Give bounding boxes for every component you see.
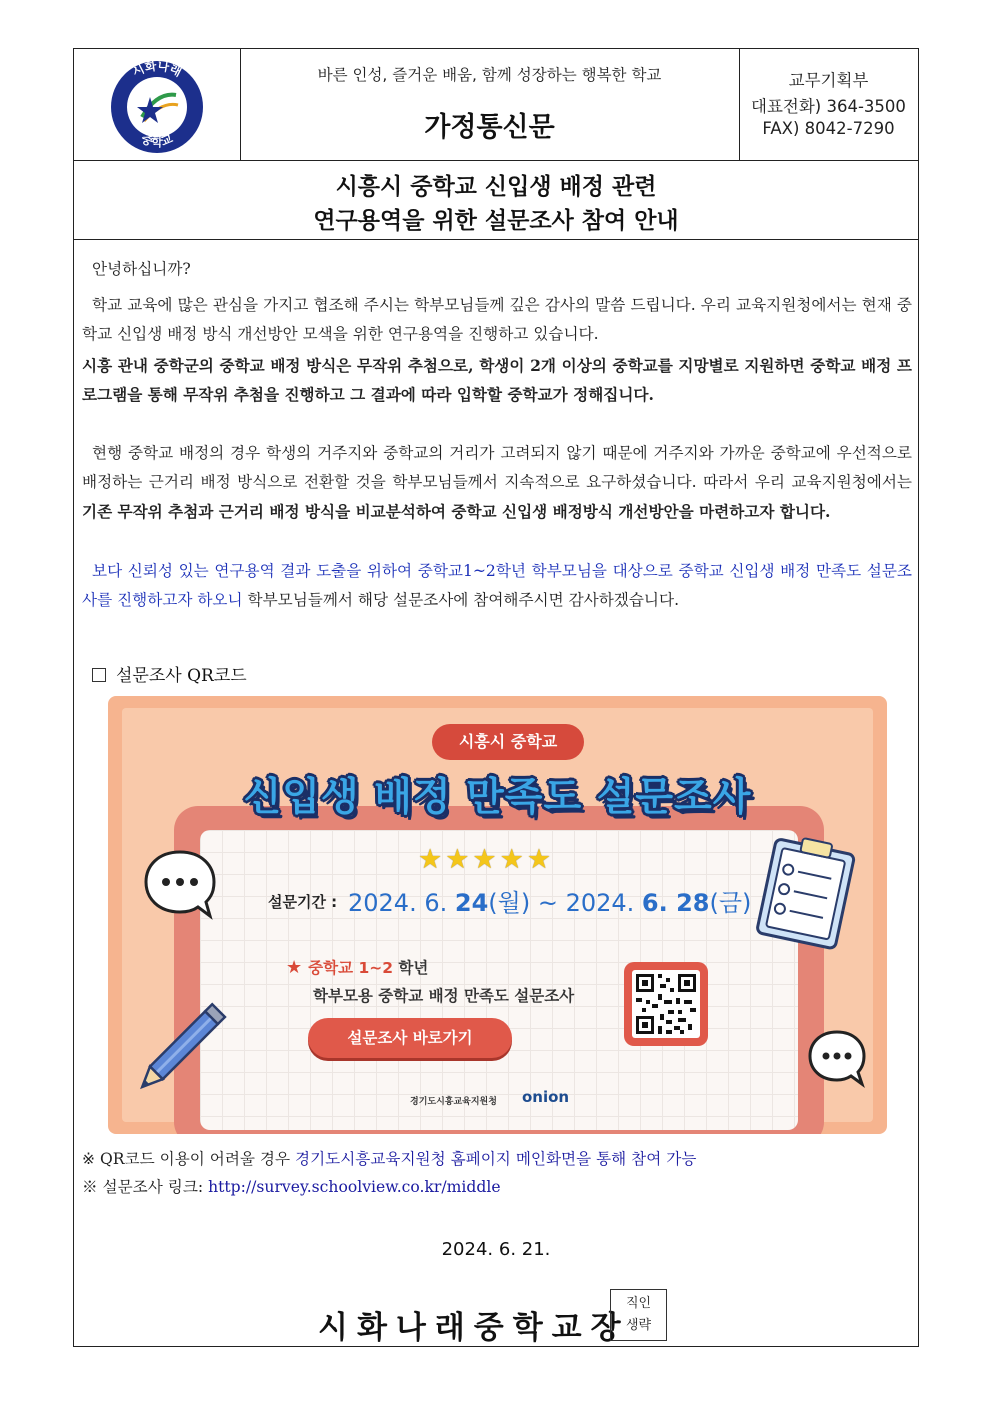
period-start-prefix: 2024. 6. <box>348 889 455 917</box>
paragraph-4-text: 학부모님들께서 해당 설문조사에 참여해주시면 감사하겠습니다. <box>242 591 680 609</box>
period-end-day: 6. 28 <box>641 889 710 917</box>
newsletter-frame <box>73 48 919 1347</box>
survey-banner[interactable] <box>108 696 887 1134</box>
seal-line-2: 생략 <box>625 1318 652 1333</box>
qr-code-icon[interactable] <box>632 970 700 1038</box>
qr-code-frame[interactable] <box>624 962 708 1046</box>
issue-date: 2024. 6. 21. <box>441 1239 551 1260</box>
principal-signature: 시화나래중학교장 <box>318 1310 630 1346</box>
survey-period <box>348 883 751 918</box>
department: 교무기획부 <box>788 71 869 90</box>
checklist-clipboard-icon <box>748 834 866 950</box>
newsletter-name: 가정통신문 <box>424 112 555 143</box>
paragraph-1: 학교 교육에 많은 관심을 가지고 협조해 주시는 학부모님들께 깊은 감사의 말씀 드립니다. 우리 교육지원청에서는 현재 중학교 신입생 배정 방식 개선방안 모색을 위한 연구용역을 진행하고 있습니다. <box>82 296 912 343</box>
period-start-dow: (월) <box>488 889 531 917</box>
target-grade <box>286 956 428 978</box>
paragraph-3 <box>82 439 912 527</box>
org-onion-logo: onion <box>522 1088 570 1106</box>
title-line-2: 연구용역을 위한 설문조사 참여 안내 <box>313 207 679 234</box>
pencil-icon <box>136 986 246 1096</box>
checkbox-icon <box>92 668 106 682</box>
header-contact <box>739 49 918 160</box>
note-1-text: ※ QR코드 이용이 어려울 경우 <box>82 1150 296 1168</box>
grade-suffix: 학년 <box>393 959 429 977</box>
period-start-day: 24 <box>454 889 489 917</box>
notice-title <box>74 160 918 240</box>
org-edu-office-logo: 경기도시흥교육지원청 <box>410 1097 497 1107</box>
qr-section-heading <box>92 661 247 686</box>
school-logo-cell <box>74 49 241 160</box>
period-separator: ~ <box>530 889 566 917</box>
survey-go-button[interactable]: 설문조사 바로가기 <box>308 1018 512 1058</box>
logo-arc-top: 시화나래 <box>130 58 184 80</box>
note-1-highlight: 경기도시흥교육지원청 홈페이지 메인화면을 통해 참여 가능 <box>295 1150 697 1168</box>
period-end-dow: (금) <box>709 889 752 917</box>
board-grid <box>200 830 798 1130</box>
speech-bubble-icon <box>142 846 218 922</box>
seal-line-1: 직인 <box>625 1296 652 1311</box>
logo-arc-bottom: 중학교 <box>139 131 175 149</box>
grade-range: 중학교 1~2 <box>308 959 394 977</box>
note-survey-link <box>82 1175 501 1197</box>
survey-link[interactable]: http://survey.schoolview.co.kr/middle <box>208 1178 501 1196</box>
greeting: 안녕하십니까? <box>92 260 191 278</box>
period-end-prefix: 2024. <box>565 889 642 917</box>
speech-bubble-small-icon <box>806 1028 868 1090</box>
survey-period-label: 설문기간 : <box>268 893 338 911</box>
banner-title: 신입생 배정 만족도 설문조사 <box>243 775 752 820</box>
header <box>74 49 918 161</box>
official-seal-box <box>610 1289 667 1341</box>
fax: FAX) 8042-7290 <box>762 119 895 138</box>
paragraph-4 <box>82 557 912 615</box>
rating-stars-icon: ★★★★★ <box>418 844 555 875</box>
school-motto: 바른 인성, 즐거운 배움, 함께 성장하는 행복한 학교 <box>317 66 662 84</box>
note-2-text: ※ 설문조사 링크: <box>82 1178 209 1196</box>
qr-heading-text: 설문조사 QR코드 <box>116 666 247 686</box>
banner-pill: 시흥시 중학교 <box>432 724 584 760</box>
phone: 대표전화) 364-3500 <box>751 97 906 116</box>
red-star-icon: ★ <box>286 957 303 978</box>
banner-subtitle: 학부모용 중학교 배정 만족도 설문조사 <box>313 987 575 1005</box>
title-line-1: 시흥시 중학교 신입생 배정 관련 <box>335 173 657 200</box>
paragraph-3-bold: 기존 무작위 추첨과 근거리 배정 방식을 비교분석하여 중학교 신입생 배정방식 개선방안을 마련하고자 합니다. <box>82 502 831 521</box>
paragraph-2: 시흥 관내 중학군의 중학교 배정 방식은 무작위 추첨으로, 학생이 2개 이상의 중학교를 지망별로 지원하면 중학교 배정 프로그램을 통해 무작위 추첨을 진행하고 그 결과에 따라 입학할 중학교가 정해집니다. <box>82 356 912 404</box>
paragraph-3-text: 현행 중학교 배정의 경우 학생의 거주지와 중학교의 거리가 고려되지 않기 때문에 거주지와 가까운 중학교에 우선적으로 배정하는 근거리 배정 방식으로 전환할 것을 학부모님들께서 지속적으로 요구하셨습니다. 따라서 우리 교육지원청에서는 <box>82 444 912 491</box>
note-qr-alternative <box>82 1147 696 1169</box>
paragraph-4-highlight: 보다 신뢰성 있는 연구용역 결과 도출을 위하여 중학교1~2학년 학부모님을 대상으로 중학교 신입생 배정 만족도 설문조사를 진행하고자 하오니 <box>82 562 912 609</box>
school-logo-icon <box>102 57 212 153</box>
header-center <box>240 49 740 160</box>
